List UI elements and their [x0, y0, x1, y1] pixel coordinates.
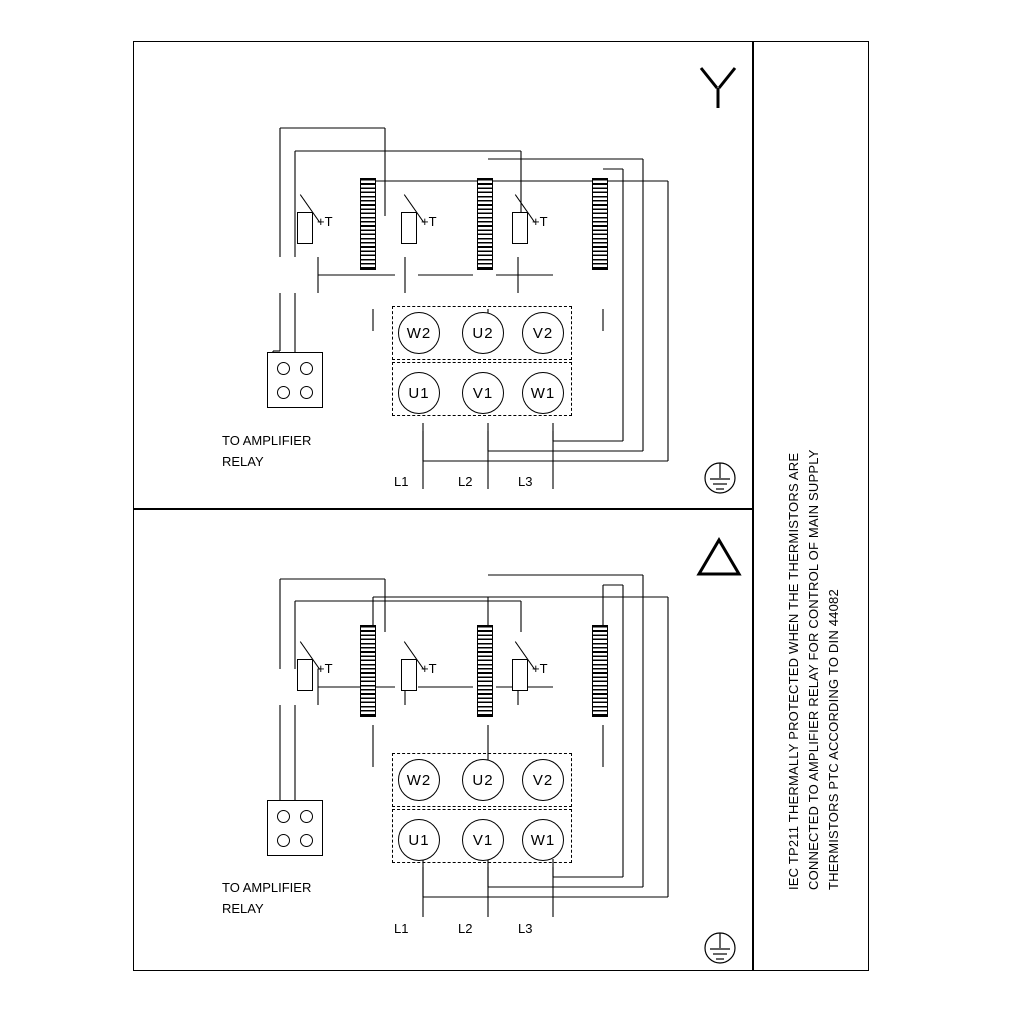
terminal-w2: W2: [398, 759, 440, 801]
connector-pin: [277, 362, 290, 375]
amplifier-connector: [267, 352, 323, 408]
supply-label-l3: L3: [518, 921, 533, 936]
supply-label-l1: L1: [394, 921, 409, 936]
ptc-thermistor: [297, 212, 313, 244]
earth-ground-icon: [700, 928, 742, 970]
amplifier-label-line2: RELAY: [222, 454, 264, 469]
note-line-2: CONNECTED TO AMPLIFIER RELAY FOR CONTROL OF MAIN SUPPLY: [806, 449, 821, 890]
ptc-thermistor: [512, 212, 528, 244]
terminal-u2: U2: [462, 312, 504, 354]
winding-coil: [360, 625, 376, 717]
supply-label-l3: L3: [518, 474, 533, 489]
connector-pin: [300, 810, 313, 823]
terminal-w2: W2: [398, 312, 440, 354]
terminal-u1: U1: [398, 372, 440, 414]
terminal-w1: W1: [522, 372, 564, 414]
amplifier-label-line2: RELAY: [222, 901, 264, 916]
winding-coil: [477, 178, 493, 270]
terminal-u2: U2: [462, 759, 504, 801]
winding-coil: [592, 178, 608, 270]
thermistor-label: +T: [317, 661, 333, 676]
thermistor-label: +T: [532, 214, 548, 229]
thermistor-label: +T: [421, 214, 437, 229]
connector-pin: [300, 834, 313, 847]
connector-pin: [277, 386, 290, 399]
delta-symbol: [695, 534, 745, 578]
winding-coil: [360, 178, 376, 270]
amplifier-label-line1: TO AMPLIFIER: [222, 433, 312, 448]
terminal-v1: V1: [462, 372, 504, 414]
earth-ground-icon: [700, 458, 742, 500]
thermistor-label: +T: [317, 214, 333, 229]
terminal-v1: V1: [462, 819, 504, 861]
terminal-v2: V2: [522, 759, 564, 801]
winding-coil: [592, 625, 608, 717]
amplifier-connector: [267, 800, 323, 856]
terminal-w1: W1: [522, 819, 564, 861]
ptc-thermistor: [401, 212, 417, 244]
ptc-thermistor: [297, 659, 313, 691]
supply-label-l2: L2: [458, 921, 473, 936]
winding-coil: [477, 625, 493, 717]
thermistor-label: +T: [421, 661, 437, 676]
thermistor-label: +T: [532, 661, 548, 676]
note-line-1: IEC TP211 THERMALLY PROTECTED WHEN THE THERMISTORS ARE: [786, 452, 801, 890]
note-line-3: THERMISTORS PTC ACCORDING TO DIN 44082: [826, 589, 841, 890]
connector-pin: [300, 362, 313, 375]
supply-label-l2: L2: [458, 474, 473, 489]
connector-pin: [277, 810, 290, 823]
supply-label-l1: L1: [394, 474, 409, 489]
wye-symbol: [695, 62, 745, 112]
connector-pin: [300, 386, 313, 399]
amplifier-label-line1: TO AMPLIFIER: [222, 880, 312, 895]
terminal-v2: V2: [522, 312, 564, 354]
ptc-thermistor: [512, 659, 528, 691]
connector-pin: [277, 834, 290, 847]
terminal-u1: U1: [398, 819, 440, 861]
ptc-thermistor: [401, 659, 417, 691]
